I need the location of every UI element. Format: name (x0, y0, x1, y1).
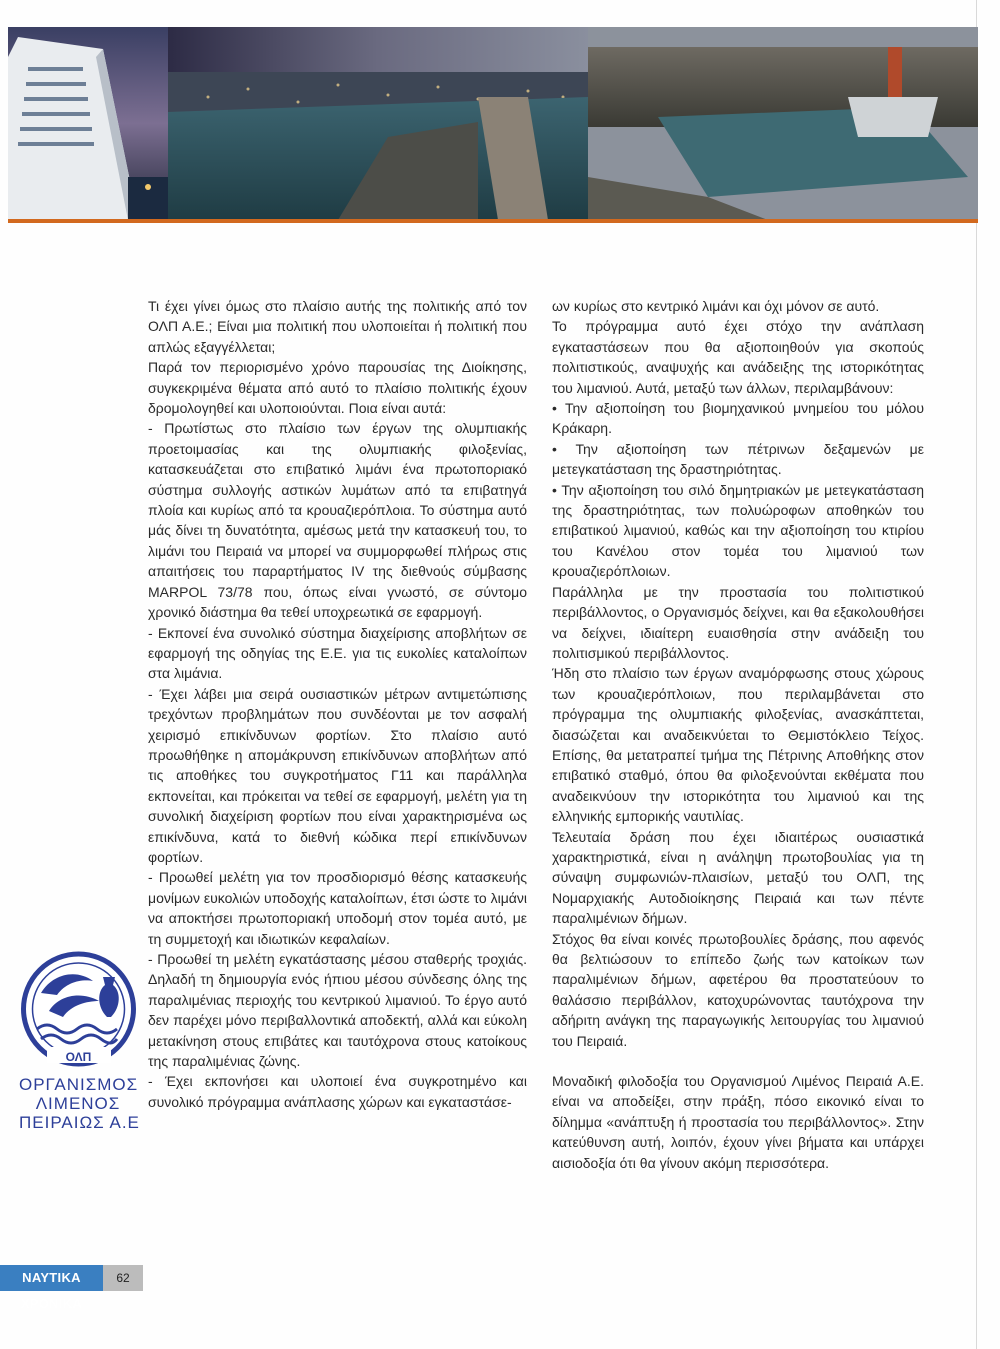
harbor-photo-collage (8, 27, 978, 220)
paragraph: Το πρόγραμμα αυτό έχει στόχο την ανάπλαση εγκαταστάσεων που θα αξιοποιηθούν για σκοπούς πολιτιστικούς, αναψυχής και ανάδειξης της ιστορικότητας του λιμανιού. Αυτά, μεταξύ των άλλων, περιλαμβάνουν: (552, 318, 924, 396)
header-photo-montage (8, 27, 978, 220)
paragraph: Τι έχει γίνει όμως στο πλαίσιο αυτής της πολιτικής από τον ΟΛΠ Α.Ε.; Είναι μια πολιτική που υλοποιείται ή πολιτική που απλώς εξαγγέλλεται; (148, 298, 527, 355)
org-line: ΛΙΜΕΝΟΣ (35, 1094, 121, 1113)
closing-paragraph: Μοναδική φιλοδοξία του Οργανισμού Λιμένος Πειραιά Α.Ε. είναι να αποδείξει, στην πράξη, πόσο εικονικό είναι το δίλημμα «ανάπτυξη ή προστασία του περιβάλλοντος». Στην κατεύθυνση αυτή, λοιπόν, έχουν γίνει βήματα και υπάρχει αισιοδοξία ότι θα γίνουν ακόμη περισσότερα. (552, 1073, 924, 1171)
org-line: ΟΡΓΑΝΙΣΜΟΣ (19, 1075, 139, 1094)
organization-name (19, 1075, 140, 1132)
paragraph: Παράλληλα με την προστασία του πολιτιστικού περιβάλλοντος, ο Οργανισμός δείχνει, και θα εξακολουθήσει να δείχνει, ιδιαίτερη ευαισθησία στην ανάδειξη του πολιτισμικού περιβάλλοντος. (552, 583, 924, 661)
paragraph: Παρά τον περιορισμένο χρόνο παρουσίας της Διοίκησης, συγκεκριμένα θέματα από αυτό το πλαίσιο πολιτικής έχουν δρομολογηθεί και υλοποιούνται. Ποια είναι αυτά: (148, 359, 527, 417)
olp-emblem-icon (19, 951, 138, 1071)
paragraph: Τελευταία δράση που έχει ιδιαιτέρως ουσιαστικά χαρακτηριστικά, είναι η ανάληψη πρωτοβουλίας για τη σύναψη συμφωνιών-πλαισίων, μεταξύ του ΟΛΠ, της Νομαρχιακής Αυτοδιοίκησης Πειραιά και των πέντε παραλιμένιων δήμων. (552, 828, 924, 927)
olp-logo (19, 951, 138, 1071)
paragraph: Στόχος θα είναι κοινές πρωτοβουλίες δράσης, που αφενός θα βελτιώσουν το επίπεδο ζωής των κατοίκων των παραλιμένιων δήμων, αφετέρου θα προστατεύουν το θαλάσσιο περιβάλλον, κατοχυρώνοντας ταυτόχρονα την αδήριτη ανάγκη της παραγωγικής λειτουργίας του λιμανιού του Πειραιά. (552, 930, 924, 1049)
paragraph: - Εκπονεί ένα συνολικό σύστημα διαχείρισης αποβλήτων σε εφαρμογή της οδηγίας της Ε.Ε. για τις ευκολίες καταλοίπων στα λιμάνια. (148, 624, 527, 682)
paragraph: Ήδη στο πλαίσιο των έργων αναμόρφωσης στους χώρους των κρουαζιερόπλοιων, που περιλαμβάνεται στο πρόγραμμα της ολυμπιακής φιλοξενίας, ανασκάπτεται, διασώζεται και αναδεικνύεται το Θεμιστόκλειο Τείχος. Επίσης, θα μετατραπεί τμήμα της Πέτρινης Αποθήκης στον επιβατικό σταθμό, όπου θα φιλοξενούνται εκθέματα που αναδεικνύουν την ιστορικότητα του λιμανιού και της ελληνικής εμπορικής ναυτιλίας. (552, 665, 924, 825)
paragraph: - Προωθεί τη μελέτη εγκατάστασης μέσου σταθερής τροχιάς. Δηλαδή τη δημιουργία ενός ήπιου μέσου σύνδεσης όλης της παραλιμένιας περιοχής του κεντρικού λιμανιού. Το έργο αυτό δεν παρέχει μόνο περιβαλλοντικά αποδεκτή, αλλά και εύκολη μετακίνηση στους επιβάτες και ταυτόχρονα στους κατοίκους της παραλιμένιας ζώνης. (148, 951, 527, 1070)
bullet-item: • Την αξιοποίηση του σιλό δημητριακών με μετεγκατάσταση της δραστηριότητας, των πολυώροφων αποθηκών του επιβατικού λιμανιού, καθώς και την αξιοποίηση του κτιρίου του Κανέλου στον τομέα του λιμανιού των κρουαζιερόπλοιων. (552, 481, 924, 580)
left-text-column (148, 296, 527, 1112)
paragraph: - Πρωτίστως στο πλαίσιο των έργων της ολυμπιακής προετοιμασίας και της ολυμπιακής φιλοξενίας, κατασκευάζεται στο επιβατικό λιμάνι ένα πρωτοποριακό σύστημα συλλογής αστικών λυμάτων από τα επιβατηγά πλοία και κυρίως από τα κρουαζιερόπλοια. Το σύστημα αυτό μάς δίνει τη δυνατότητα, αμέσως μετά την κατασκευή του, το λιμάνι του Πειραιά να μπορεί να συμμορφωθεί πλήρως στις απαιτήσεις του παραρτήματος IV της διεθνούς σύμβασης MARPOL 73/78 που, όπως είναι γνωστό, σε σύντομο χρονικό διάστημα θα τεθεί υποχρεωτικά σε εφαρμογή. (148, 420, 527, 621)
right-text-column (552, 296, 924, 1173)
org-line: ΠΕΙΡΑΙΩΣ Α.Ε (19, 1113, 140, 1132)
paragraph: - Έχει λάβει μια σειρά ουσιαστικών μέτρων αντιμετώπισης τρεχόντων προβλημάτων που συνδέονται με τον ασφαλή χειρισμό επικίνδυνων φορτίων. Στο πλαίσιο αυτό προωθήθηκε η απομάκρυνση επικίνδυνων αποβλήτων από τις αποθήκες του συγκροτήματος Γ11 και παράλληλα εκπονείται, και πρόκειται να τεθεί σε εφαρμογή, μελέτη για τη συνολική διαχείριση φορτίων που είναι χαρακτηρισμένα ως επικίνδυνα, κατά το διεθνή κώδικα περί επικίνδυνων φορτίων. (148, 685, 527, 865)
bullet-item: • Την αξιοποίηση των πέτρινων δεξαμενών με μετεγκατάσταση της δραστηριότητας. (552, 440, 924, 478)
paragraph: - Έχει εκπονήσει και υλοποιεί ένα συγκροτημένο και συνολικό πρόγραμμα ανάπλασης χώρων και εγκαταστάσε- (148, 1073, 527, 1110)
olp-monogram: ΟΛΠ (65, 1050, 92, 1064)
header-accent-rule (8, 219, 978, 223)
magazine-footer-title: ΝΑΥΤΙΚΑ ΧΡΟΝΙΚΑ (0, 1265, 103, 1291)
bullet-item: • Την αξιοποίηση του βιομηχανικού μνημείου του μόλου Κράκαρη. (552, 400, 924, 437)
paragraph: ων κυρίως στο κεντρικό λιμάνι και όχι μόνον σε αυτό. (552, 298, 880, 314)
page-number: 62 (103, 1265, 143, 1291)
paragraph: - Προωθεί μελέτη για τον προσδιορισμό θέσης κατασκευής μονίμων ευκολιών υποδοχής καταλοίπων, έτσι ώστε το λιμάνι να αποκτήσει πρωτοποριακή υποδομή στον τομέα αυτό, με τη συμμετοχή και ιδιωτικών κεφαλαίων. (148, 869, 527, 947)
